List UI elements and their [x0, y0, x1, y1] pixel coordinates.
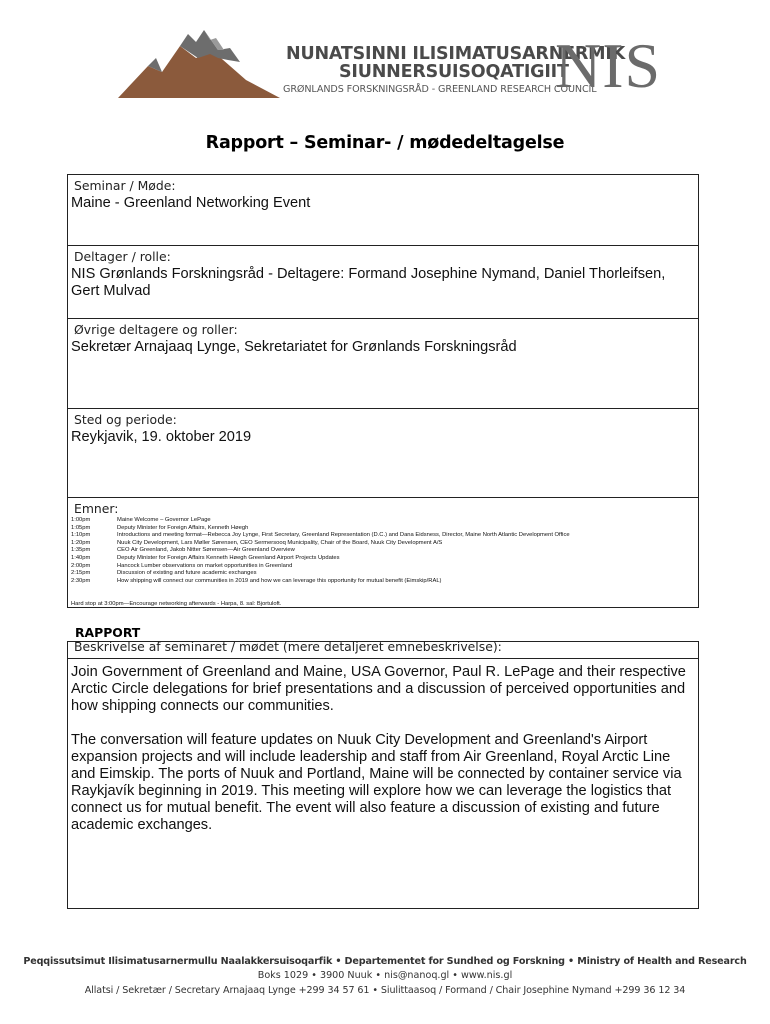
participant-section: [67, 245, 699, 319]
footer-contact: Boks 1029 • 3900 Nuuk • nis@nanoq.gl • www.nis.gl: [257, 970, 513, 981]
agenda-text: Deputy Minister for Foreign Affairs, Kenneth Høegh: [117, 524, 249, 531]
agenda-time: 1:40pm: [71, 554, 91, 561]
agenda-row: [71, 578, 570, 586]
agenda-time: 2:15pm: [71, 570, 91, 577]
agenda-text: Discussion of existing and future academic exchanges: [117, 570, 257, 577]
agenda-row: [71, 517, 570, 525]
agenda-list: [71, 517, 570, 585]
other-participants-value: Sekretær Arnajaaq Lynge, Sekretariatet for Grønlands Forskningsråd: [71, 339, 517, 355]
agenda-note: Hard stop at 3:00pm—Encourage networking afterwards - Harpa, 8. sal: Bjortuloft.: [71, 601, 282, 607]
seminar-section: [67, 174, 699, 246]
mountain-logo-icon: [118, 28, 280, 100]
report-divider: [67, 658, 699, 659]
agenda-row: [71, 525, 570, 533]
agenda-row: [71, 570, 570, 578]
topics-section: [67, 497, 699, 608]
agenda-text: Nuuk City Development, Lars Møller Sørensen, CEO Sermersooq Municipality, Chair of the Board, Nuuk City Development A/S: [117, 539, 443, 546]
agenda-time: 1:10pm: [71, 532, 91, 539]
other-participants-label: Øvrige deltagere og roller:: [74, 322, 238, 337]
place-period-section: [67, 408, 699, 498]
agenda-text: Introductions and meeting format—Rebecca Joy Lynge, First Secretary, Greenland Representation (D.C.) and Dana Eidsness, Director, Maine North Atlantic Development Office: [117, 532, 570, 539]
participant-label: Deltager / rolle:: [74, 249, 171, 264]
seminar-value: Maine - Greenland Networking Event: [71, 195, 311, 211]
seminar-label: Seminar / Møde:: [74, 178, 176, 193]
other-participants-section: [67, 318, 699, 409]
agenda-time: 1:20pm: [71, 539, 91, 546]
report-description-label: Beskrivelse af seminaret / mødet (mere detaljeret emnebeskrivelse):: [74, 639, 502, 654]
place-period-value: Reykjavik, 19. oktober 2019: [71, 429, 252, 445]
agenda-time: 1:05pm: [71, 524, 91, 531]
agenda-row: [71, 547, 570, 555]
agenda-text: Maine Welcome – Governor LePage: [117, 517, 211, 523]
report-description-body: [71, 664, 688, 851]
agenda-time: 2:00pm: [71, 562, 91, 569]
footer-ministry: Peqqissutsimut Ilisimatusarnermullu Naalakkersuisoqarfik • Departementet for Sundhed og Forskning • Ministry of Health and Research: [23, 956, 747, 967]
agenda-row: [71, 532, 570, 540]
agenda-text: How shipping will connect our communities in 2019 and how we can leverage this opportunity for mutual benefit (Eimskip/RAL): [117, 577, 442, 584]
report-paragraph: The conversation will feature updates on Nuuk City Development and Greenland's Airport expansion projects and will include leadership and staff from Air Greenland, Royal Arctic Line and Eimskip. The ports of Nuuk and Portland, Maine will be connected by container service via Raykjavík beginning in 2019. This meeting will explore how we can leverage the logistics that connect us for mutual benefit. The event will also feature a discussion of existing and future academic exchanges.: [71, 732, 682, 833]
agenda-text: CEO Air Greenland, Jakob Nitter Sørensen—Air Greenland Overview: [117, 547, 295, 554]
document-title: Rapport – Seminar- / mødedeltagelse: [205, 133, 565, 153]
org-name-line2: SIUNNERSUISOQATIGIIT: [339, 62, 569, 82]
agenda-row: [71, 563, 570, 571]
report-description-section: [67, 641, 699, 909]
topics-label: Emner:: [74, 501, 119, 516]
agenda-time: 1:35pm: [71, 547, 91, 554]
participant-value: NIS Grønlands Forskningsråd - Deltagere: Formand Josephine Nymand, Daniel Thorleifsen, Gert Mulvad: [71, 266, 666, 299]
nis-logo-mark: NIS: [555, 30, 662, 101]
agenda-row: [71, 540, 570, 548]
footer-staff: Allatsi / Sekretær / Secretary Arnajaaq Lynge +299 34 57 61 • Siulittaasoq / Formand / Chair Josephine Nymand +299 36 12 34: [84, 985, 686, 996]
agenda-text: Hancock Lumber observations on market opportunities in Greenland: [117, 562, 293, 569]
report-heading: RAPPORT: [75, 625, 141, 640]
place-period-label: Sted og periode:: [74, 412, 177, 427]
agenda-text: Deputy Minister for Foreign Affairs Kenneth Høegh Greenland Airport Projects Updates: [117, 554, 340, 561]
agenda-time: 1:00pm: [71, 517, 91, 523]
agenda-row: [71, 555, 570, 563]
agenda-time: 2:30pm: [71, 577, 91, 584]
org-name-line1: NUNATSINNI ILISIMATUSARNERMIK: [286, 44, 626, 64]
report-paragraph: Join Government of Greenland and Maine, USA Governor, Paul R. LePage and their respective Arctic Circle delegations for brief presentations and a discussion of perceived opportunities and how shipping connects our communities.: [71, 664, 686, 714]
org-subtitle: GRØNLANDS FORSKNINGSRÅD - GREENLAND RESEARCH COUNCIL: [283, 84, 597, 95]
